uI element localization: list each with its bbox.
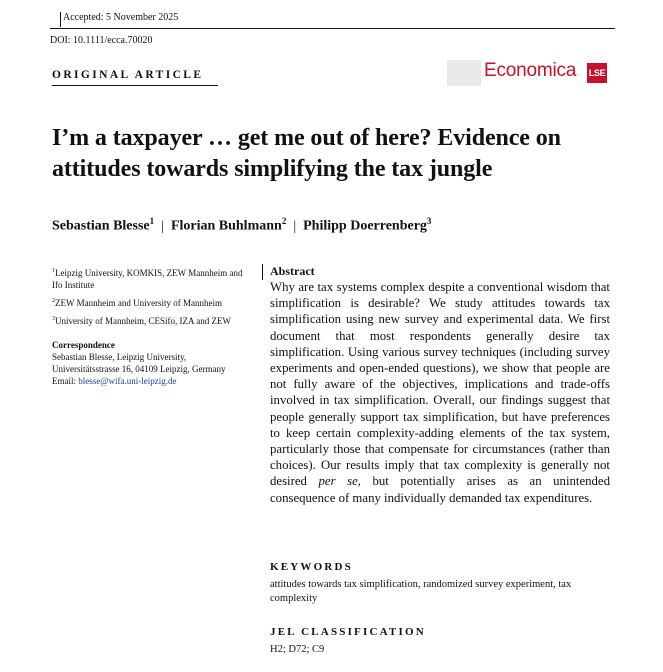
affiliation-item — [52, 313, 252, 327]
author-affil-mark: 1 — [149, 216, 155, 226]
affiliation-number: 2 — [52, 298, 55, 304]
author-separator: | — [293, 218, 297, 234]
author-list — [52, 216, 431, 235]
affiliation-number: 1 — [52, 268, 55, 274]
affiliation-text: ZEW Mannheim and University of Mannheim — [55, 298, 223, 308]
journal-logo-placeholder — [447, 60, 481, 86]
affiliation-text: Leipzig University, KOMKIS, ZEW Mannheim and Ifo Institute — [52, 268, 243, 290]
keywords-heading: KEYWORDS — [270, 561, 353, 573]
abstract-heading: Abstract — [270, 264, 315, 278]
article-type-underline — [52, 85, 218, 86]
email-label: Email: — [52, 376, 76, 386]
keywords-text: attitudes towards tax simplification, randomized survey experiment, tax complexity — [270, 579, 572, 604]
author-name[interactable]: Philipp Doerrenberg — [303, 218, 427, 234]
correspondence-heading: Correspondence — [52, 340, 115, 350]
accepted-date: Accepted: 5 November 2025 — [63, 12, 179, 23]
affiliation-item — [52, 295, 252, 309]
abstract-text-part: Why are tax systems complex despite a conventional wisdom that simplification is desirable? We study attitudes towards tax simplification using new survey and experimental data. We first document that most respondents generally desire tax simplification. Using various survey techniques (including survey experiments and open-ended questions), we show that people are not fully aware of the objectives, implications and trade-offs involved in tax simplification. Overall, our findings suggest that people generally support tax simplification, but have preferences to keep certain complexity-adding elements of the tax system, particularly those that compensate for circumstances (rather than choices). Our results imply that tax complexity is generally not desired — [270, 280, 610, 489]
correspondence-email-line — [52, 375, 252, 387]
jel-heading: JEL CLASSIFICATION — [270, 626, 426, 638]
email-link[interactable]: blesse@wifa.uni-leipzig.de — [78, 376, 177, 386]
author-affil-mark: 2 — [281, 216, 287, 226]
abstract-text — [270, 279, 610, 506]
article-title: I’m a taxpayer … get me out of here? Evidence on attitudes towards simplifying the tax jungle — [52, 125, 561, 182]
correspondence-line: Universitätsstrasse 16, 04109 Leipzig, Germany — [52, 364, 226, 374]
author-name[interactable]: Sebastian Blesse — [52, 218, 150, 234]
lse-badge-icon: LSE — [587, 63, 607, 83]
accepted-divider — [60, 12, 61, 27]
jel-codes: H2; D72; C9 — [270, 644, 325, 655]
header-rule — [50, 28, 615, 29]
affiliation-item — [52, 265, 252, 291]
correspondence-line: Sebastian Blesse, Leipzig University, — [52, 352, 187, 362]
abstract-header — [262, 264, 616, 279]
affiliation-text: University of Mannheim, CESifo, IZA and ZEW — [55, 316, 231, 326]
abstract-text-part: , but potentially arises as an unintended consequence of many individually demanded tax expenditures. — [270, 474, 611, 505]
author-name[interactable]: Florian Buhlmann — [170, 218, 282, 234]
affiliation-number: 3 — [52, 316, 55, 322]
journal-name[interactable]: Economica — [484, 60, 577, 81]
author-affil-mark: 3 — [426, 216, 432, 226]
author-separator: | — [161, 218, 164, 234]
article-type: ORIGINAL ARTICLE — [52, 69, 204, 81]
doi[interactable]: DOI: 10.1111/ecca.70020 — [50, 35, 153, 46]
abstract-italic-term: per se — [318, 474, 358, 489]
affiliations — [52, 265, 252, 387]
